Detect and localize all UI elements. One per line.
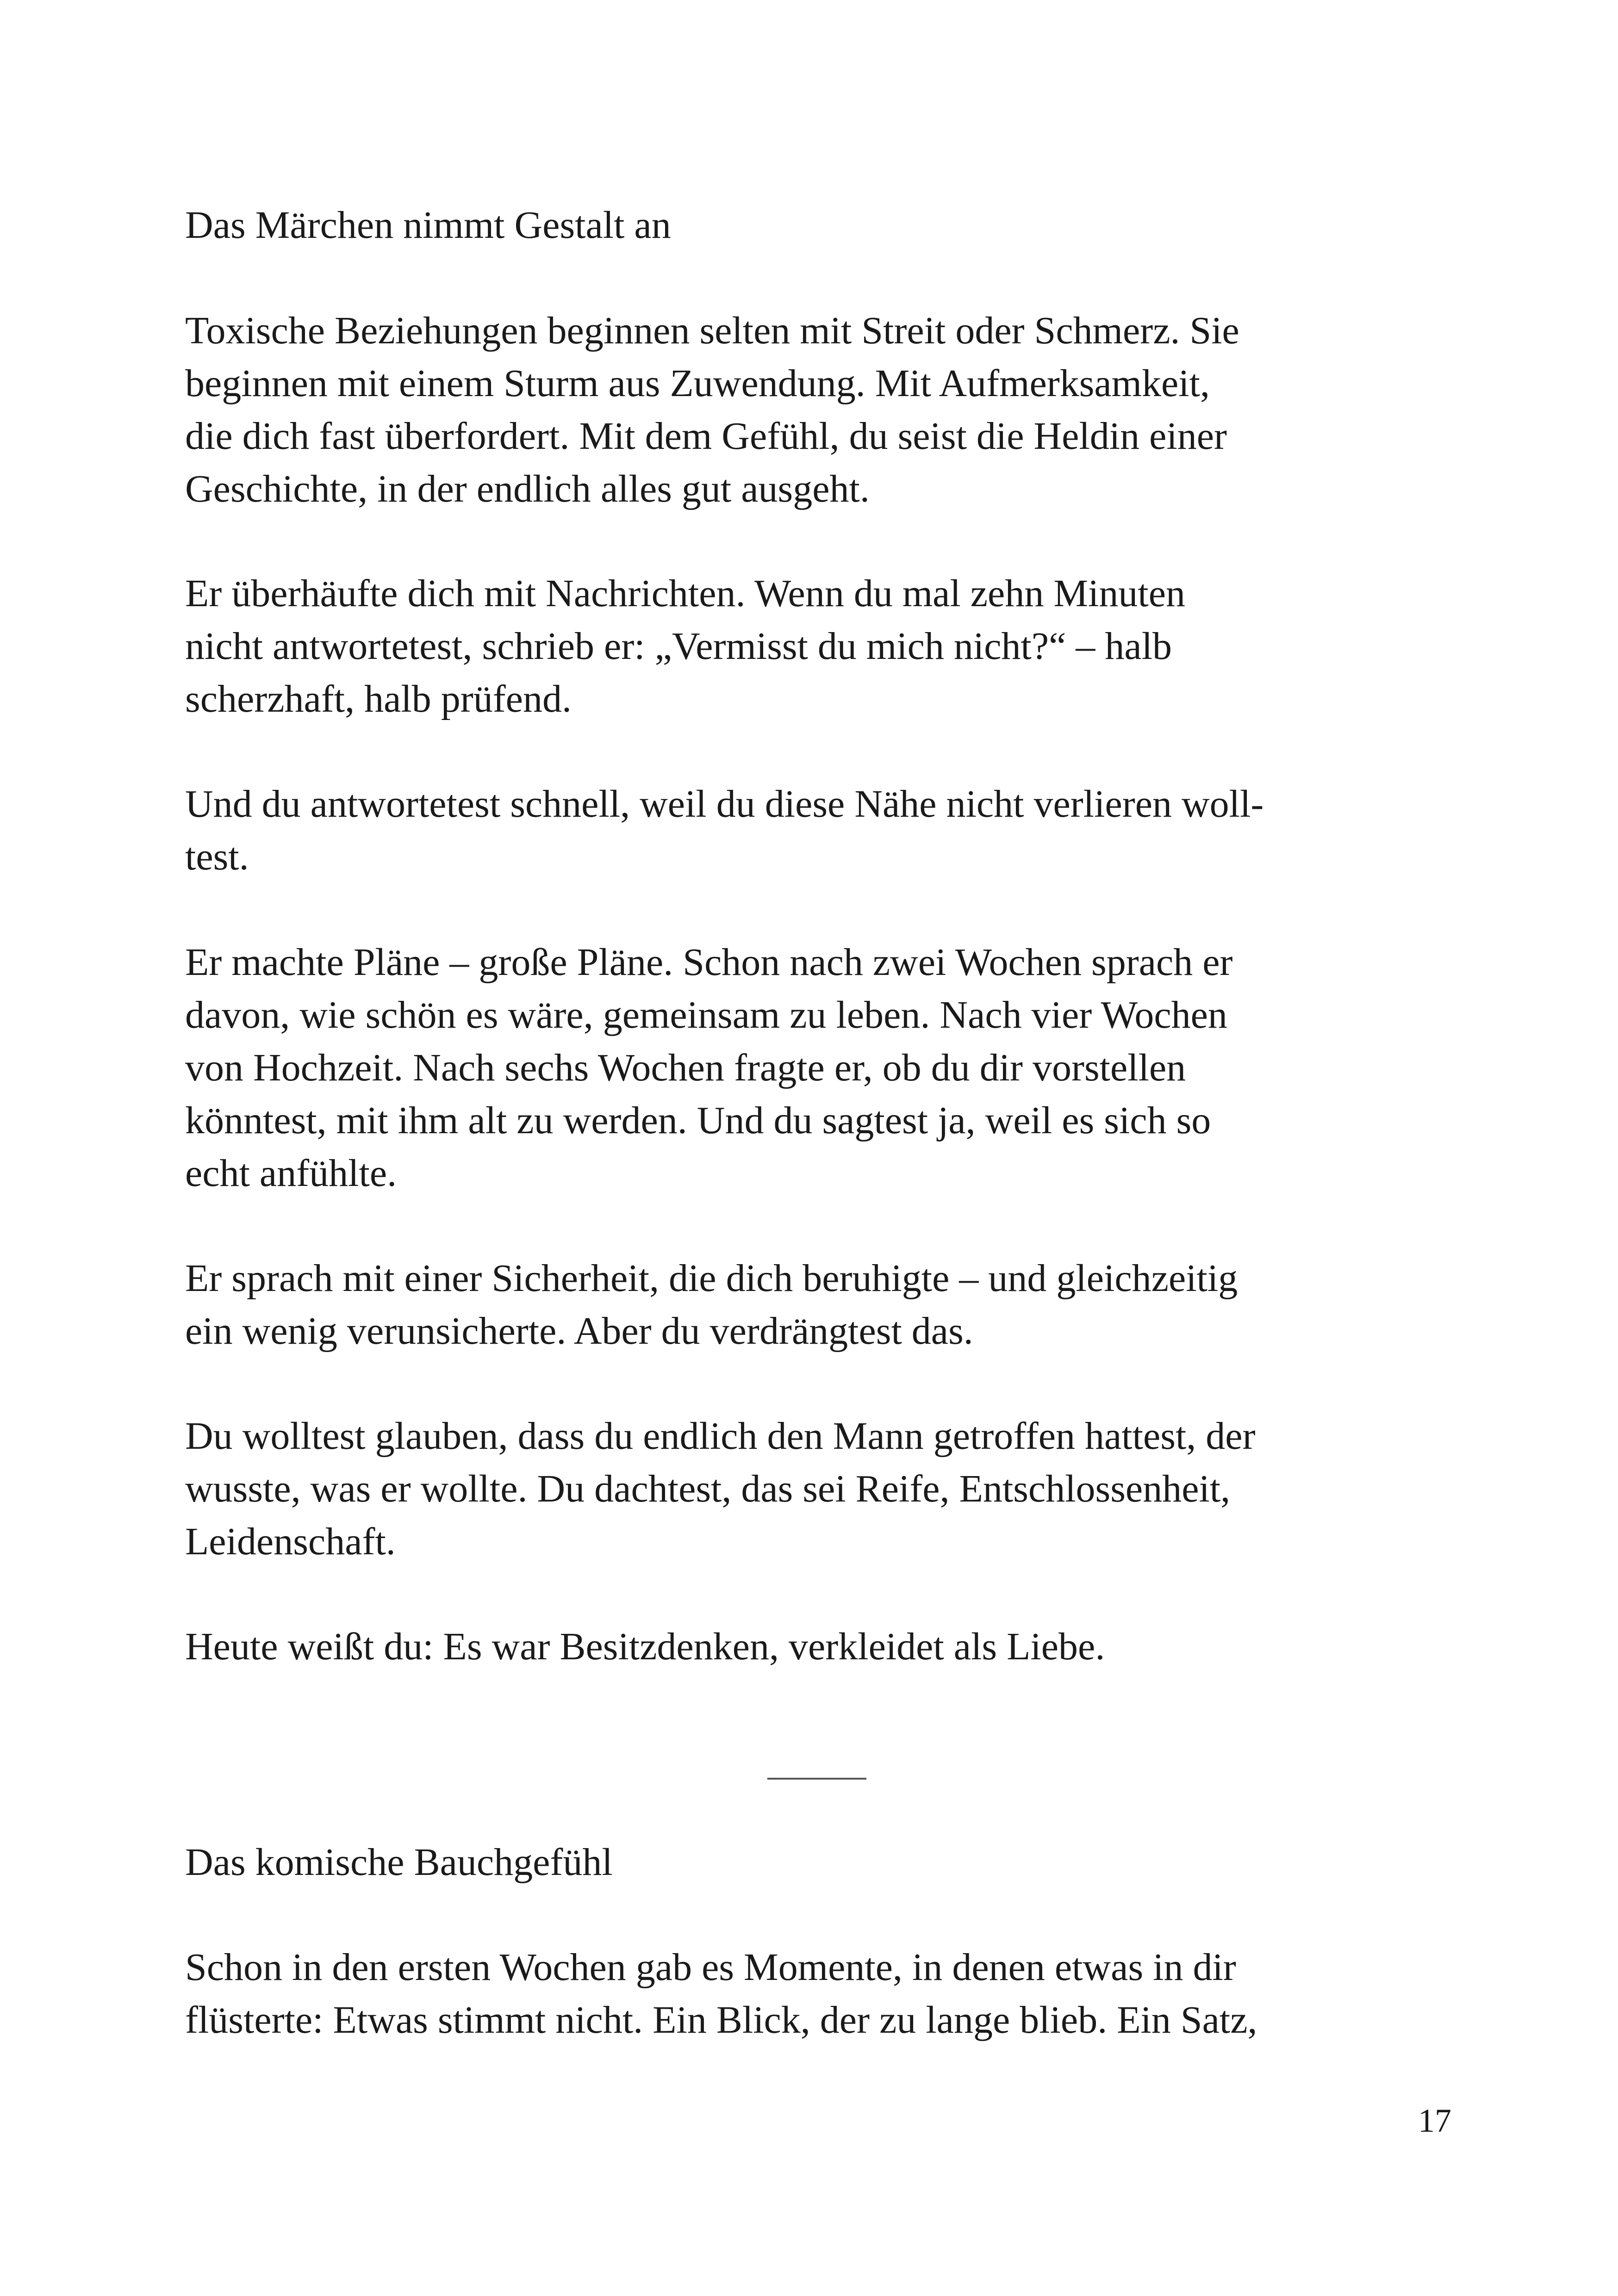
paragraph: Er überhäufte dich mit Nachrichten. Wenn du mal zehn Minuten nicht antwortetest, schrieb er: „Vermisst du mich nicht?“ – halb scherzhaft, halb prüfend. [185,572,1185,720]
page-number: 17 [1418,2102,1451,2139]
section-heading: Das komische Bauchgefühl [185,1841,613,1884]
paragraph: Schon in den ersten Wochen gab es Momente, in denen etwas in dir flüsterte: Etwas stimmt nicht. Ein Blick, der zu lange blieb. Ein Satz, [185,1946,1257,2042]
paragraph: Er sprach mit einer Sicherheit, die dich beruhigte – und gleichzeitig ein wenig verunsicherte. Aber du verdrängtest das. [185,1257,1238,1353]
paragraph: Er machte Pläne – große Pläne. Schon nach zwei Wochen sprach er davon, wie schön es wäre, gemeinsam zu leben. Nach vier Wochen von Hochzeit. Nach sechs Wochen fragte er, ob du dir vorstellen könntest, mit ihm alt zu werden. Und du sagtest ja, weil es sich so echt anfühlte. [185,941,1233,1195]
paragraph: Heute weißt du: Es war Besitzdenken, verkleidet als Liebe. [185,1625,1105,1668]
section-divider [767,1778,866,1780]
paragraph: Und du antwortetest schnell, weil du diese Nähe nicht verlieren woll- test. [185,782,1264,878]
section-heading: Das Märchen nimmt Gestalt an [185,204,671,247]
paragraph: Toxische Beziehungen beginnen selten mit Streit oder Schmerz. Sie beginnen mit einem Sturm aus Zuwendung. Mit Aufmerksamkeit, die dich fast überfordert. Mit dem Gefühl, du seist die Heldin einer Geschichte, in der endlich alles gut ausgeht. [185,309,1239,510]
paragraph: Du wolltest glauben, dass du endlich den Mann getroffen hattest, der wusste, was er wollte. Du dachtest, das sei Reife, Entschlossenheit, Leidenschaft. [185,1415,1256,1563]
